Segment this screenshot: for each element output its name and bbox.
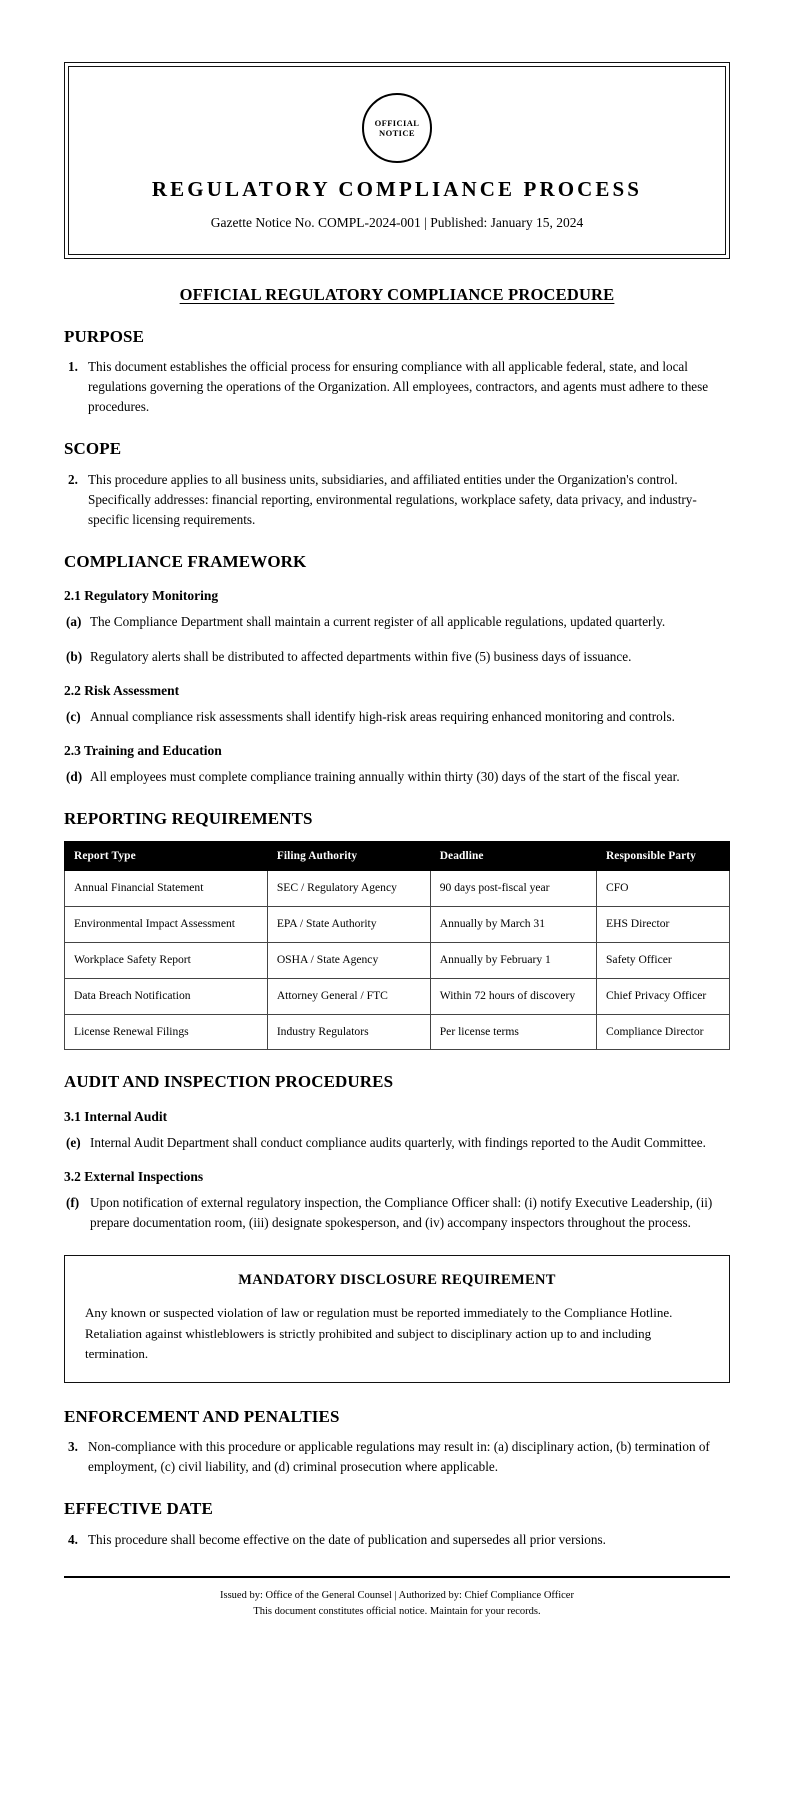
subsection-heading-2-3: 2.3 Training and Education [64, 742, 222, 758]
clause-f-text: Upon notification of external regulatory inspection, the Compliance Officer shall: (i) notify Executive Leadership, (ii) prepare documentation room, (iii) designate spokesperson, and (iv) accompany inspectors throughout the process. [90, 1195, 713, 1231]
table-body [65, 871, 730, 1050]
masthead-subtitle: Gazette Notice No. COMPL-2024-001 | Published: January 15, 2024 [210, 215, 584, 231]
cell-report-type: Workplace Safety Report [65, 943, 268, 979]
gazette-masthead [64, 62, 730, 259]
cell-deadline: Within 72 hours of discovery [430, 978, 596, 1014]
clause-d-marker: (d) [66, 769, 83, 785]
subsection-heading-2-1: 2.1 Regulatory Monitoring [64, 588, 219, 604]
masthead-title: REGULATORY COMPLIANCE PROCESS [151, 177, 643, 201]
column-header-responsible-party: Responsible Party [596, 842, 729, 871]
clause-a-marker: (a) [66, 614, 82, 630]
clause-c [64, 707, 730, 727]
cell-filing-authority: Attorney General / FTC [267, 978, 430, 1014]
official-notice-seal-icon [362, 93, 432, 163]
seal-line-2: NOTICE [379, 128, 415, 138]
mandatory-disclosure-box [64, 1255, 730, 1382]
clause-4-marker: 4. [68, 1531, 78, 1547]
cell-responsible-party: Compliance Director [596, 1014, 729, 1050]
section-heading-effective-date: EFFECTIVE DATE [64, 1499, 213, 1519]
footer-line-2: This document constitutes official notice. Maintain for your records. [253, 1605, 541, 1617]
table-row [65, 907, 730, 943]
column-header-filing-authority: Filing Authority [267, 842, 430, 871]
table-head [65, 842, 730, 871]
reporting-requirements-table [64, 841, 730, 1050]
cell-filing-authority: OSHA / State Agency [267, 943, 430, 979]
cell-responsible-party: CFO [596, 871, 729, 907]
cell-report-type: License Renewal Filings [65, 1014, 268, 1050]
cell-report-type: Data Breach Notification [65, 978, 268, 1014]
clause-3-marker: 3. [68, 1439, 78, 1455]
cell-deadline: Per license terms [430, 1014, 596, 1050]
table-row [65, 943, 730, 979]
clause-f-marker: (f) [66, 1195, 80, 1211]
mandatory-disclosure-title: MANDATORY DISCLOSURE REQUIREMENT [238, 1272, 556, 1289]
mandatory-disclosure-body: Any known or suspected violation of law or regulation must be reported immediately to the Compliance Hotline. Retaliation against whistleblowers is strictly prohibited and subject to disciplinary action up to and including termination. [85, 1305, 673, 1361]
cell-deadline: Annually by February 1 [430, 943, 596, 979]
cell-responsible-party: Safety Officer [596, 943, 729, 979]
clause-c-text: Annual compliance risk assessments shall identify high-risk areas requiring enhanced monitoring and controls. [90, 708, 675, 724]
cell-report-type: Annual Financial Statement [65, 871, 268, 907]
clause-2-marker: 2. [68, 471, 78, 487]
cell-filing-authority: SEC / Regulatory Agency [267, 871, 430, 907]
footer-divider [64, 1576, 730, 1578]
clause-d [64, 767, 730, 787]
clause-1 [64, 357, 730, 417]
clause-4 [64, 1530, 730, 1550]
clause-d-text: All employees must complete compliance training annually within thirty (30) days of the start of the fiscal year. [90, 769, 680, 785]
cell-responsible-party: Chief Privacy Officer [596, 978, 729, 1014]
cell-responsible-party: EHS Director [596, 907, 729, 943]
document-footer [64, 1588, 730, 1620]
clause-3-text: Non-compliance with this procedure or applicable regulations may result in: (a) disciplinary action, (b) termination of employment, (c) civil liability, and (d) criminal prosecution where applicable. [88, 1439, 710, 1475]
section-heading-compliance-framework: COMPLIANCE FRAMEWORK [64, 551, 307, 571]
clause-b-text: Regulatory alerts shall be distributed to affected departments within five (5) business days of issuance. [90, 648, 632, 664]
clause-3 [64, 1437, 730, 1477]
clause-e [64, 1133, 730, 1153]
masthead-inner [68, 66, 726, 255]
clause-a [64, 612, 730, 632]
footer-line-1: Issued by: Office of the General Counsel | Authorized by: Chief Compliance Officer [220, 1589, 574, 1601]
page-title: OFFICIAL REGULATORY COMPLIANCE PROCEDURE [179, 284, 615, 304]
clause-e-text: Internal Audit Department shall conduct compliance audits quarterly, with findings reported to the Audit Committee. [90, 1135, 706, 1151]
subsection-heading-2-2: 2.2 Risk Assessment [64, 682, 180, 698]
section-heading-audit-and-inspection: AUDIT AND INSPECTION PROCEDURES [64, 1072, 394, 1092]
clause-e-marker: (e) [66, 1135, 81, 1151]
column-header-deadline: Deadline [430, 842, 596, 871]
clause-2 [64, 470, 730, 530]
clause-4-text: This procedure shall become effective on the date of publication and supersedes all prior versions. [88, 1531, 606, 1547]
table-row [65, 978, 730, 1014]
clause-f [64, 1193, 730, 1233]
subsection-heading-3-1: 3.1 Internal Audit [64, 1108, 168, 1124]
clause-c-marker: (c) [66, 708, 81, 724]
section-heading-purpose: PURPOSE [64, 326, 145, 346]
table-row [65, 1014, 730, 1050]
cell-deadline: Annually by March 31 [430, 907, 596, 943]
clause-2-text: This procedure applies to all business units, subsidiaries, and affiliated entities under the Organization's control. Specifically addresses: financial reporting, environmental regulations, workplace safety, data privacy, and industry-specific licensing requirements. [88, 471, 697, 527]
cell-deadline: 90 days post-fiscal year [430, 871, 596, 907]
seal-line-1: OFFICIAL [374, 117, 420, 128]
cell-report-type: Environmental Impact Assessment [65, 907, 268, 943]
clause-1-marker: 1. [68, 359, 78, 375]
clause-1-text: This document establishes the official process for ensuring compliance with all applicable federal, state, and local regulations governing the operations of the Organization. All employees, contractors, and agents must adhere to these procedures. [88, 359, 709, 415]
table-row [65, 871, 730, 907]
subsection-heading-3-2: 3.2 External Inspections [64, 1169, 204, 1185]
clause-b [64, 647, 730, 667]
cell-filing-authority: EPA / State Authority [267, 907, 430, 943]
cell-filing-authority: Industry Regulators [267, 1014, 430, 1050]
section-heading-reporting-requirements: REPORTING REQUIREMENTS [64, 809, 313, 829]
clause-a-text: The Compliance Department shall maintain a current register of all applicable regulations, updated quarterly. [90, 614, 666, 630]
column-header-report-type: Report Type [65, 842, 268, 871]
clause-b-marker: (b) [66, 648, 83, 664]
table-header-row [65, 842, 730, 871]
section-heading-scope: SCOPE [64, 439, 122, 459]
section-heading-enforcement-and-penalties: ENFORCEMENT AND PENALTIES [64, 1406, 340, 1426]
